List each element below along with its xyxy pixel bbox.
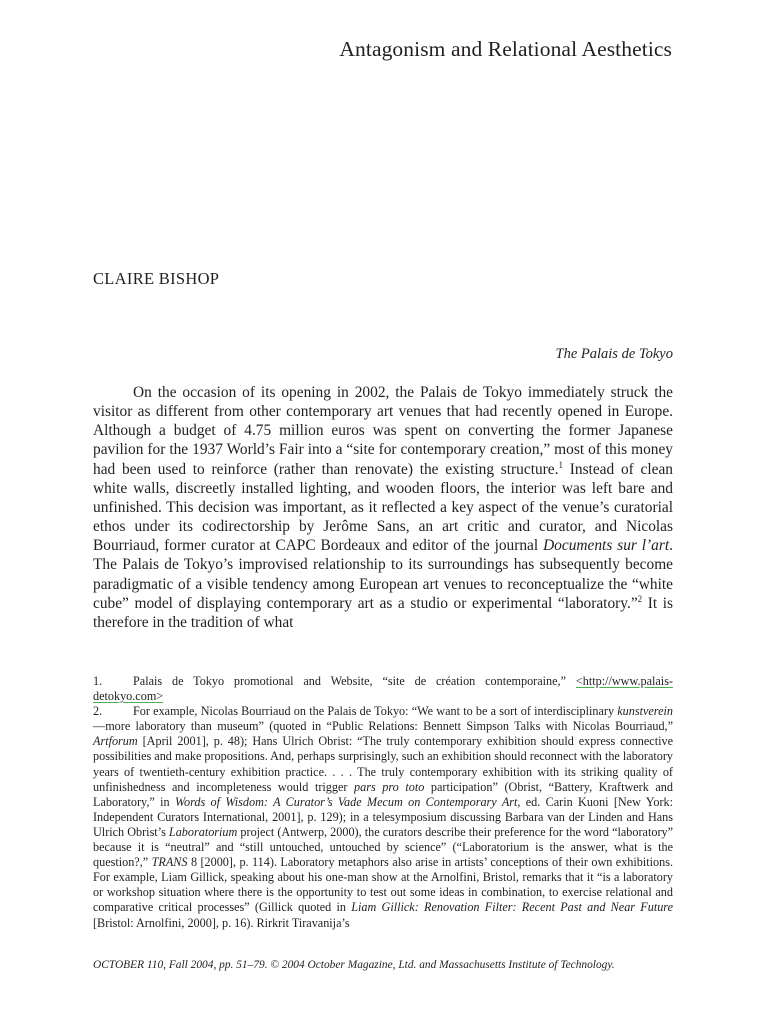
footnote-link[interactable]: <http://www.palais-detokyo.com> — [93, 674, 673, 704]
citation-footer: OCTOBER 110, Fall 2004, pp. 51–79. © 2004 October Magazine, Ltd. and Massachusetts Institute of Technology. — [93, 959, 615, 971]
body-text — [93, 383, 673, 632]
section-heading: The Palais de Tokyo — [555, 346, 673, 362]
footnote-ref-2[interactable]: 2 — [637, 593, 643, 604]
footnote-number: 1. — [93, 674, 103, 688]
body-paragraph: On the occasion of its opening in 2002, the Palais de Tokyo immediately struck the visitor as different from other contemporary art venues that had recently opened in Europe. Although a budget of 4.75 million euros was spent on converting the former Japanese pavilion for the 1937 World’s Fair into a “site for contemporary creation,” most of this money had been used to reinforce (rather than renovate) the existing structure.$^1$ Instead of clean white walls, discreetly installed lighting, and wooden floors, the interior was left bare and unfinished. This decision was important, as it reflected a key aspect of the venue’s curatorial ethos under its codirectorship by Jerôme Sans, an art critic and curator, and Nicolas Bourriaud, former curator at CAPC Bordeaux and editor of the journal Documents sur l’art. The Palais de Tokyo’s improvised relationship to its surroundings has subsequently become paradigmatic of a visible tendency among European art venues to reconceptualize the “white cube” model of displaying contemporary art as a studio or experimental “laboratory.”$^2$ It is therefore in the tradition of what — [93, 384, 674, 631]
footnote-1: 1. Palais de Tokyo promotional and Website, “site de création contemporaine,” <http://www.palais-detokyo.com> — [93, 674, 673, 704]
footnote-2: 2. For example, Nicolas Bourriaud on the Palais de Tokyo: “We want to be a sort of interdisciplinary kunstverein—more laboratory than museum” (quoted in “Public Relations: Bennett Simpson Talks with Nicolas Bourriaud,” Artforum [April 2001], p. 48); Hans Ulrich Obrist: “The truly contemporary exhibition should express connective possibilities and make propositions. And, perhaps surprisingly, such an exhibition should reconnect with the laboratory years of twentieth-century exhibition practice. . . . The truly contemporary exhibition with its striking quality of unfinishedness and incompleteness would trigger pars pro toto participation” (Obrist, “Battery, Kraftwerk and Laboratory,” in Words of Wisdom: A Curator’s Vade Mecum on Contemporary Art, ed. Carin Kuoni [New York: Independent Curators International, 2001], p. 129); in a telesymposium discussing Barbara van der Linden and Hans Ulrich Obrist’s Laboratorium project (Antwerp, 2000), the curators describe their preference for the word “laboratory” because it is “neutral” and “still untouched, untouched by science” (“Laboratorium is the answer, what is the question?,” TRANS 8 [2000], p. 114). Laboratory metaphors also arise in artists’ conceptions of their own exhibitions. For example, Liam Gillick, speaking about his one-man show at the Arnolfini, Bristol, remarks that it “is a laboratory or workshop situation where there is the opportunity to test out some ideas in combination, to exercise relational and comparative critical processes” (Gillick quoted in Liam Gillick: Renovation Filter: Recent Past and Near Future [Bristol: Arnolfini, 2000], p. 16). Rirkrit Tiravanija’s — [93, 704, 674, 930]
running-title: Antagonism and Relational Aesthetics — [339, 37, 672, 61]
footnote-ref-1[interactable]: 1 — [558, 459, 563, 470]
footnote-number: 2. — [93, 704, 103, 719]
author-name: CLAIRE BISHOP — [93, 269, 220, 288]
footnotes — [93, 674, 673, 931]
